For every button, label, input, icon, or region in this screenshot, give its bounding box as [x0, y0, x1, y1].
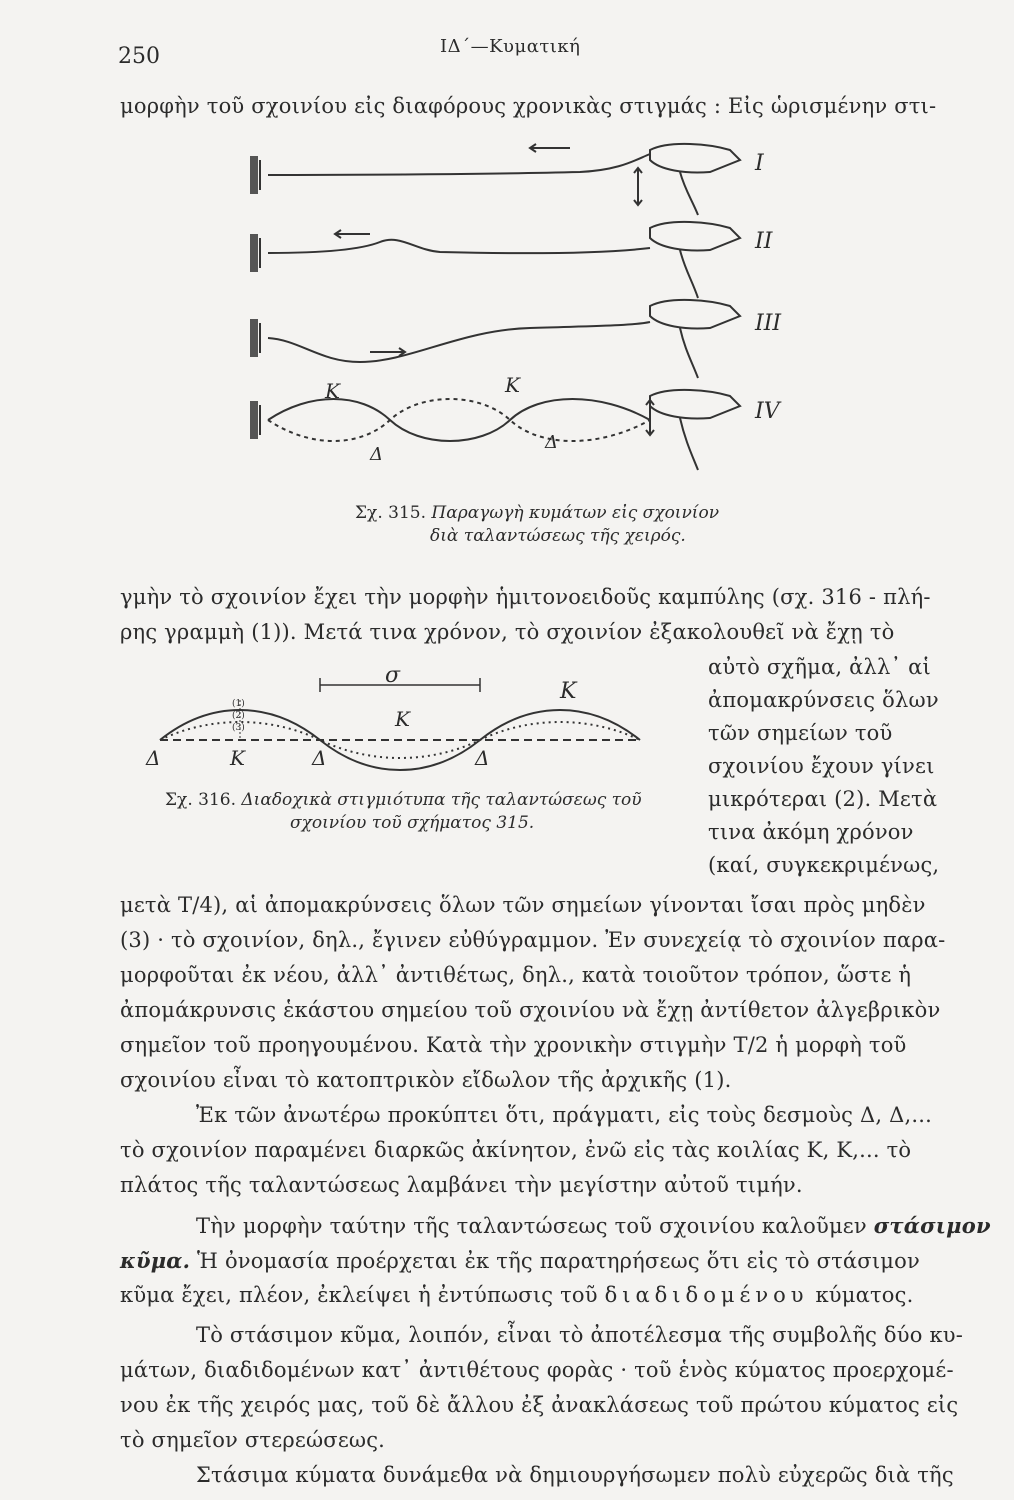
figure-315 [240, 130, 800, 520]
body-line-3: μορφοῦται ἐκ νέου, ἀλλ᾿ ἀντιθέτως, δηλ., κατὰ τοιοῦτον τρόπον, ὥστε ἡ [120, 963, 912, 987]
running-title: ΙΔ΄—Κυματική [440, 36, 581, 57]
hand-icon [650, 144, 740, 173]
row-label-2: II [755, 229, 773, 254]
sigma-label: σ [385, 663, 401, 688]
caption-316-line1: Σχ. 316. Διαδοχικὰ στιγμιότυπα τῆς ταλαντώσεως τοῦ [165, 790, 642, 810]
page-number: 250 [118, 44, 160, 69]
mid-line-2: ρης γραμμὴ (1)). Μετά τινα χρόνον, τὸ σχοινίον ἐξακολουθεῖ νὰ ἔχῃ τὸ [120, 620, 895, 644]
body-line-4: ἀπομάκρυνσις ἑκάστου σημείου τοῦ σχοινίου νὰ ἔχῃ ἀντίθετον ἀλγεβρικὸν [120, 998, 941, 1022]
standing-line-1: Τὴν μορφὴν ταύτην τῆς ταλαντώσεως τοῦ σχοινίου καλοῦμεν στάσιμον [196, 1213, 991, 1238]
hand-icon [650, 300, 740, 329]
row-label-4: IV [755, 399, 780, 424]
node-label-K2: K [505, 373, 520, 397]
row-label-3: III [755, 311, 782, 336]
term-standing: στάσιμον [873, 1213, 991, 1238]
rope-2 [268, 240, 650, 253]
body-line-1: μετὰ T/4), αἱ ἀπομακρύνσεις ὅλων τῶν σημείων γίνονται ἴσαι πρὸς μηδὲν [120, 893, 926, 917]
updown-arrow-icon [634, 168, 642, 205]
end-line-4: τὸ σημεῖον στερεώσεως. [120, 1428, 386, 1452]
right-col-line-7: (καί, συγκεκριμένως, [708, 853, 940, 877]
mid-line-1: γμὴν τὸ σχοινίον ἔχει τὴν μορφὴν ἡμιτονοειδοῦς καμπύλης (σχ. 316 - πλή- [120, 585, 931, 609]
figure-316 [140, 660, 700, 800]
label-K-top: K [560, 679, 577, 704]
rope-4a [268, 399, 650, 441]
hand-icon [650, 222, 740, 251]
node-label-D1: Δ [370, 444, 383, 465]
end-line-2: μάτων, διαδιδομένων κατ᾿ ἀντιθέτους φορὰς · τοῦ ἑνὸς κύματος προερχομέ- [120, 1358, 954, 1382]
arrow-right-icon [370, 348, 405, 356]
rope-4b [268, 399, 650, 441]
rope-1 [268, 154, 650, 175]
standing-line-2: κῦμα. Ἡ ὀνομασία προέρχεται ἐκ τῆς παρατηρήσεως ὅτι εἰς τὸ στάσιμον [120, 1248, 920, 1273]
caption-315-number: Σχ. 315. [355, 503, 426, 523]
right-col-line-2: ἀπομακρύνσεις ὅλων [708, 688, 939, 712]
paragraph-top-line: μορφὴν τοῦ σχοινίου εἰς διαφόρους χρονικὰς στιγμάς : Εἰς ὡρισμένην στι- [120, 94, 937, 118]
end-line-1: Τὸ στάσιμον κῦμα, λοιπόν, εἶναι τὸ ἀποτέλεσμα τῆς συμβολῆς δύο κυ- [196, 1323, 964, 1347]
body-line-9: πλάτος τῆς ταλαντώσεως λαμβάνει τὴν μεγίστην αὐτοῦ τιμήν. [120, 1173, 803, 1197]
right-col-line-3: τῶν σημείων τοῦ [708, 721, 893, 745]
curve-label-1: (1) [232, 699, 245, 709]
arrow-left-icon [530, 144, 570, 152]
right-col-line-6: τινα ἀκόμη χρόνον [708, 820, 914, 844]
label-D-left: Δ [146, 746, 161, 770]
caption-315-line1: Σχ. 315. Παραγωγὴ κυμάτων εἰς σχοινίον [355, 503, 720, 523]
label-K-mid: K [395, 707, 410, 731]
right-col-line-5: μικρότεραι (2). Μετὰ [708, 787, 938, 811]
body-line-7: Ἐκ τῶν ἀνωτέρω προκύπτει ὅτι, πράγματι, εἰς τοὺς δεσμοὺς Δ, Δ,... [196, 1103, 933, 1127]
label-K-bottom: K [230, 746, 245, 770]
label-D-center: Δ [312, 746, 327, 770]
node-label-D2: Δ [545, 432, 558, 453]
caption-315-line2: διὰ ταλαντώσεως τῆς χειρός. [430, 526, 686, 546]
right-col-line-1: αὐτὸ σχῆμα, ἀλλ᾿ αἱ [708, 655, 931, 679]
body-line-5: σημεῖον τοῦ προηγουμένου. Κατὰ τὴν χρονικὴν στιγμὴν T/2 ἡ μορφὴ τοῦ [120, 1033, 907, 1057]
body-line-8: τὸ σχοινίον παραμένει διαρκῶς ἀκίνητον, ἐνῶ εἰς τὰς κοιλίας K, K,... τὸ [120, 1138, 912, 1162]
curve-label-2: (2) [232, 711, 245, 721]
standing-line-3: κῦμα ἔχει, πλέον, ἐκλείψει ἡ ἐντύπωσις τοῦ διαδιδομένου κύματος. [120, 1283, 914, 1307]
body-line-2: (3) · τὸ σχοινίον, δηλ., ἔγινεν εὐθύγραμμον. Ἐν συνεχείᾳ τὸ σχοινίον παρα- [120, 928, 946, 952]
body-line-6: σχοινίου εἶναι τὸ κατοπτρικὸν εἴδωλον τῆς ἀρχικῆς (1). [120, 1068, 732, 1092]
row-label-1: I [755, 151, 764, 176]
term-wave: κῦμα. [120, 1248, 191, 1273]
curve-label-3: (3) [232, 723, 245, 733]
hand-icon [650, 390, 740, 419]
end-line-3: νου ἐκ τῆς χειρός μας, τοῦ δὲ ἄλλου ἐξ ἀνακλάσεως τοῦ πρώτου κύματος εἰς [120, 1393, 959, 1417]
label-D-right: Δ [475, 746, 490, 770]
right-col-line-4: σχοινίου ἔχουν γίνει [708, 754, 935, 778]
end-line-5: Στάσιμα κύματα δυνάμεθα νὰ δημιουργήσωμεν πολὺ εὐχερῶς διὰ τῆς [196, 1463, 954, 1487]
caption-316-line2: σχοινίου τοῦ σχήματος 315. [290, 813, 535, 833]
rope-3 [268, 322, 650, 362]
caption-316-number: Σχ. 316. [165, 790, 236, 810]
node-label-K1: K [325, 379, 340, 403]
arrow-left-icon [335, 230, 370, 238]
spaced-word: διαδιδομένου [604, 1283, 809, 1307]
